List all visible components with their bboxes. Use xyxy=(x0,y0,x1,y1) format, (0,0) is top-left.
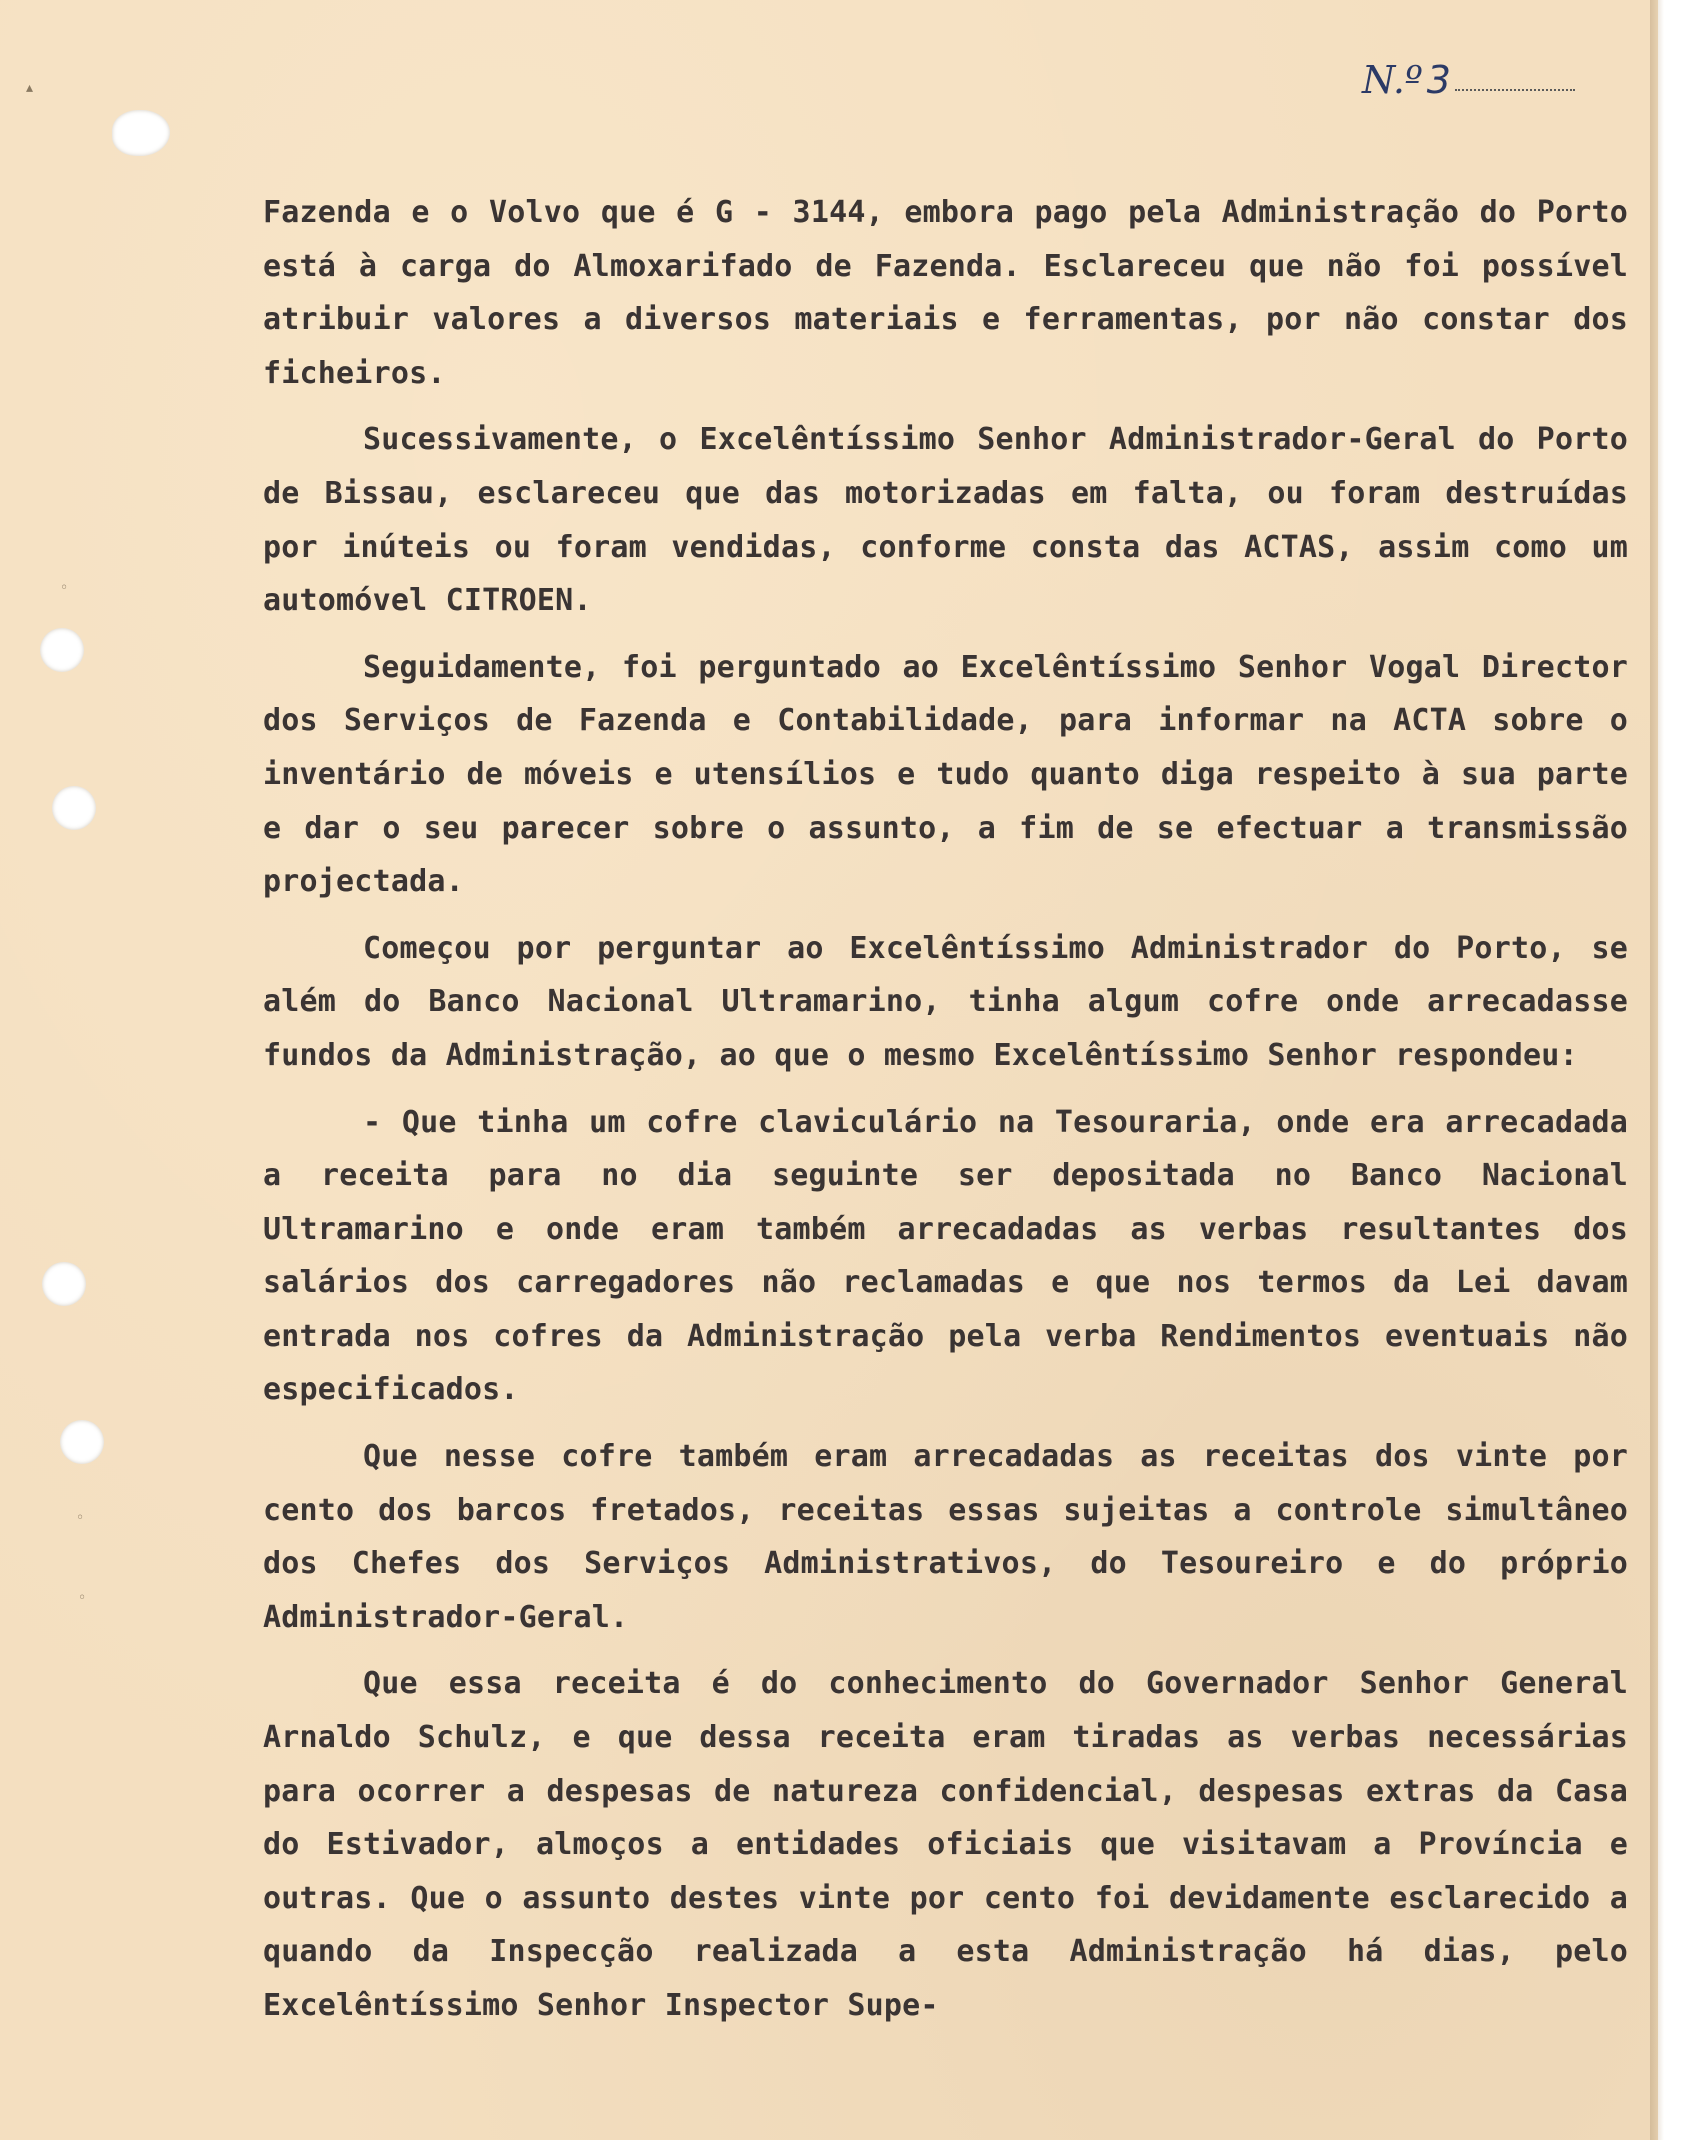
punch-hole xyxy=(60,1420,104,1464)
punch-hole xyxy=(52,786,96,830)
paragraph-3: Seguidamente, foi perguntado ao Excelêntíssimo Senhor Vogal Director dos Serviços de Fazenda e Contabilidade, para informar na ACTA sobre o inventário de móveis e utensílios e tudo quanto diga respeito à sua parte e dar o seu parecer sobre o assunto, a fim de se efectuar a transmissão projectada. xyxy=(263,649,1628,900)
paragraph-6: Que nesse cofre também eram arrecadadas as receitas dos vinte por cento dos barcos fretados, receitas essas sujeitas a controle simultâneo dos Chefes dos Serviços Administrativos, do Tesoureiro e do próprio Administrador-Geral. xyxy=(263,1439,1628,1635)
punch-hole xyxy=(42,1262,86,1306)
paragraph-2: Sucessivamente, o Excelêntíssimo Senhor Administrador-Geral do Porto de Bissau, esclareceu que das motorizadas em falta, ou foram destruídas por inúteis ou foram vendidas, conforme consta das ACTAS, assim como um automóvel CITROEN. xyxy=(263,422,1628,619)
page-number-value: 3 xyxy=(1426,58,1451,102)
punch-hole xyxy=(112,110,170,156)
margin-speck: ◦ xyxy=(60,580,69,596)
margin-speck: ▴ xyxy=(26,80,34,96)
margin-speck: ◦ xyxy=(76,1510,85,1526)
page-number-label: N.º xyxy=(1362,58,1423,102)
page-edge-shadow xyxy=(1650,0,1664,2140)
punch-hole xyxy=(40,628,84,672)
paragraph-4: Começou por perguntar ao Excelêntíssimo Administrador do Porto, se além do Banco Nacional Ultramarino, tinha algum cofre onde arrecadasse fundos da Administração, ao que o mesmo Excelêntíssimo Senhor respondeu: xyxy=(263,930,1628,1073)
body-text xyxy=(263,186,1628,2046)
page-number-dotted-line xyxy=(1455,89,1575,91)
paragraph-7: Que essa receita é do conhecimento do Governador Senhor General Arnaldo Schulz, e que dessa receita eram tiradas as verbas necessárias para ocorrer a despesas de natureza confidencial, despesas extras da Casa do Estivador, almoços a entidades oficiais que visitavam a Província e outras. Que o assunto destes vinte por cento foi devidamente esclarecido a quando da Inspecção realizada a esta Administração há dias, pelo Excelêntíssimo Senhor Inspector Supe- xyxy=(263,1666,1628,2023)
page-number xyxy=(1362,58,1575,102)
margin-speck: ◦ xyxy=(78,1590,87,1606)
paragraph-1: Fazenda e o Volvo que é G - 3144, embora pago pela Administração do Porto está à carga do Almoxarifado de Fazenda. Esclareceu que não foi possível atribuir valores a diversos materiais e ferramentas, por não constar dos ficheiros. xyxy=(263,195,1628,391)
paragraph-5: - Que tinha um cofre claviculário na Tesouraria, onde era arrecadada a receita para no dia seguinte ser depositada no Banco Nacional Ultramarino e onde eram também arrecadadas as verbas resultantes dos salários dos carregadores não reclamadas e que nos termos da Lei davam entrada nos cofres da Administração pela verba Rendimentos eventuais não especificados. xyxy=(263,1104,1628,1408)
